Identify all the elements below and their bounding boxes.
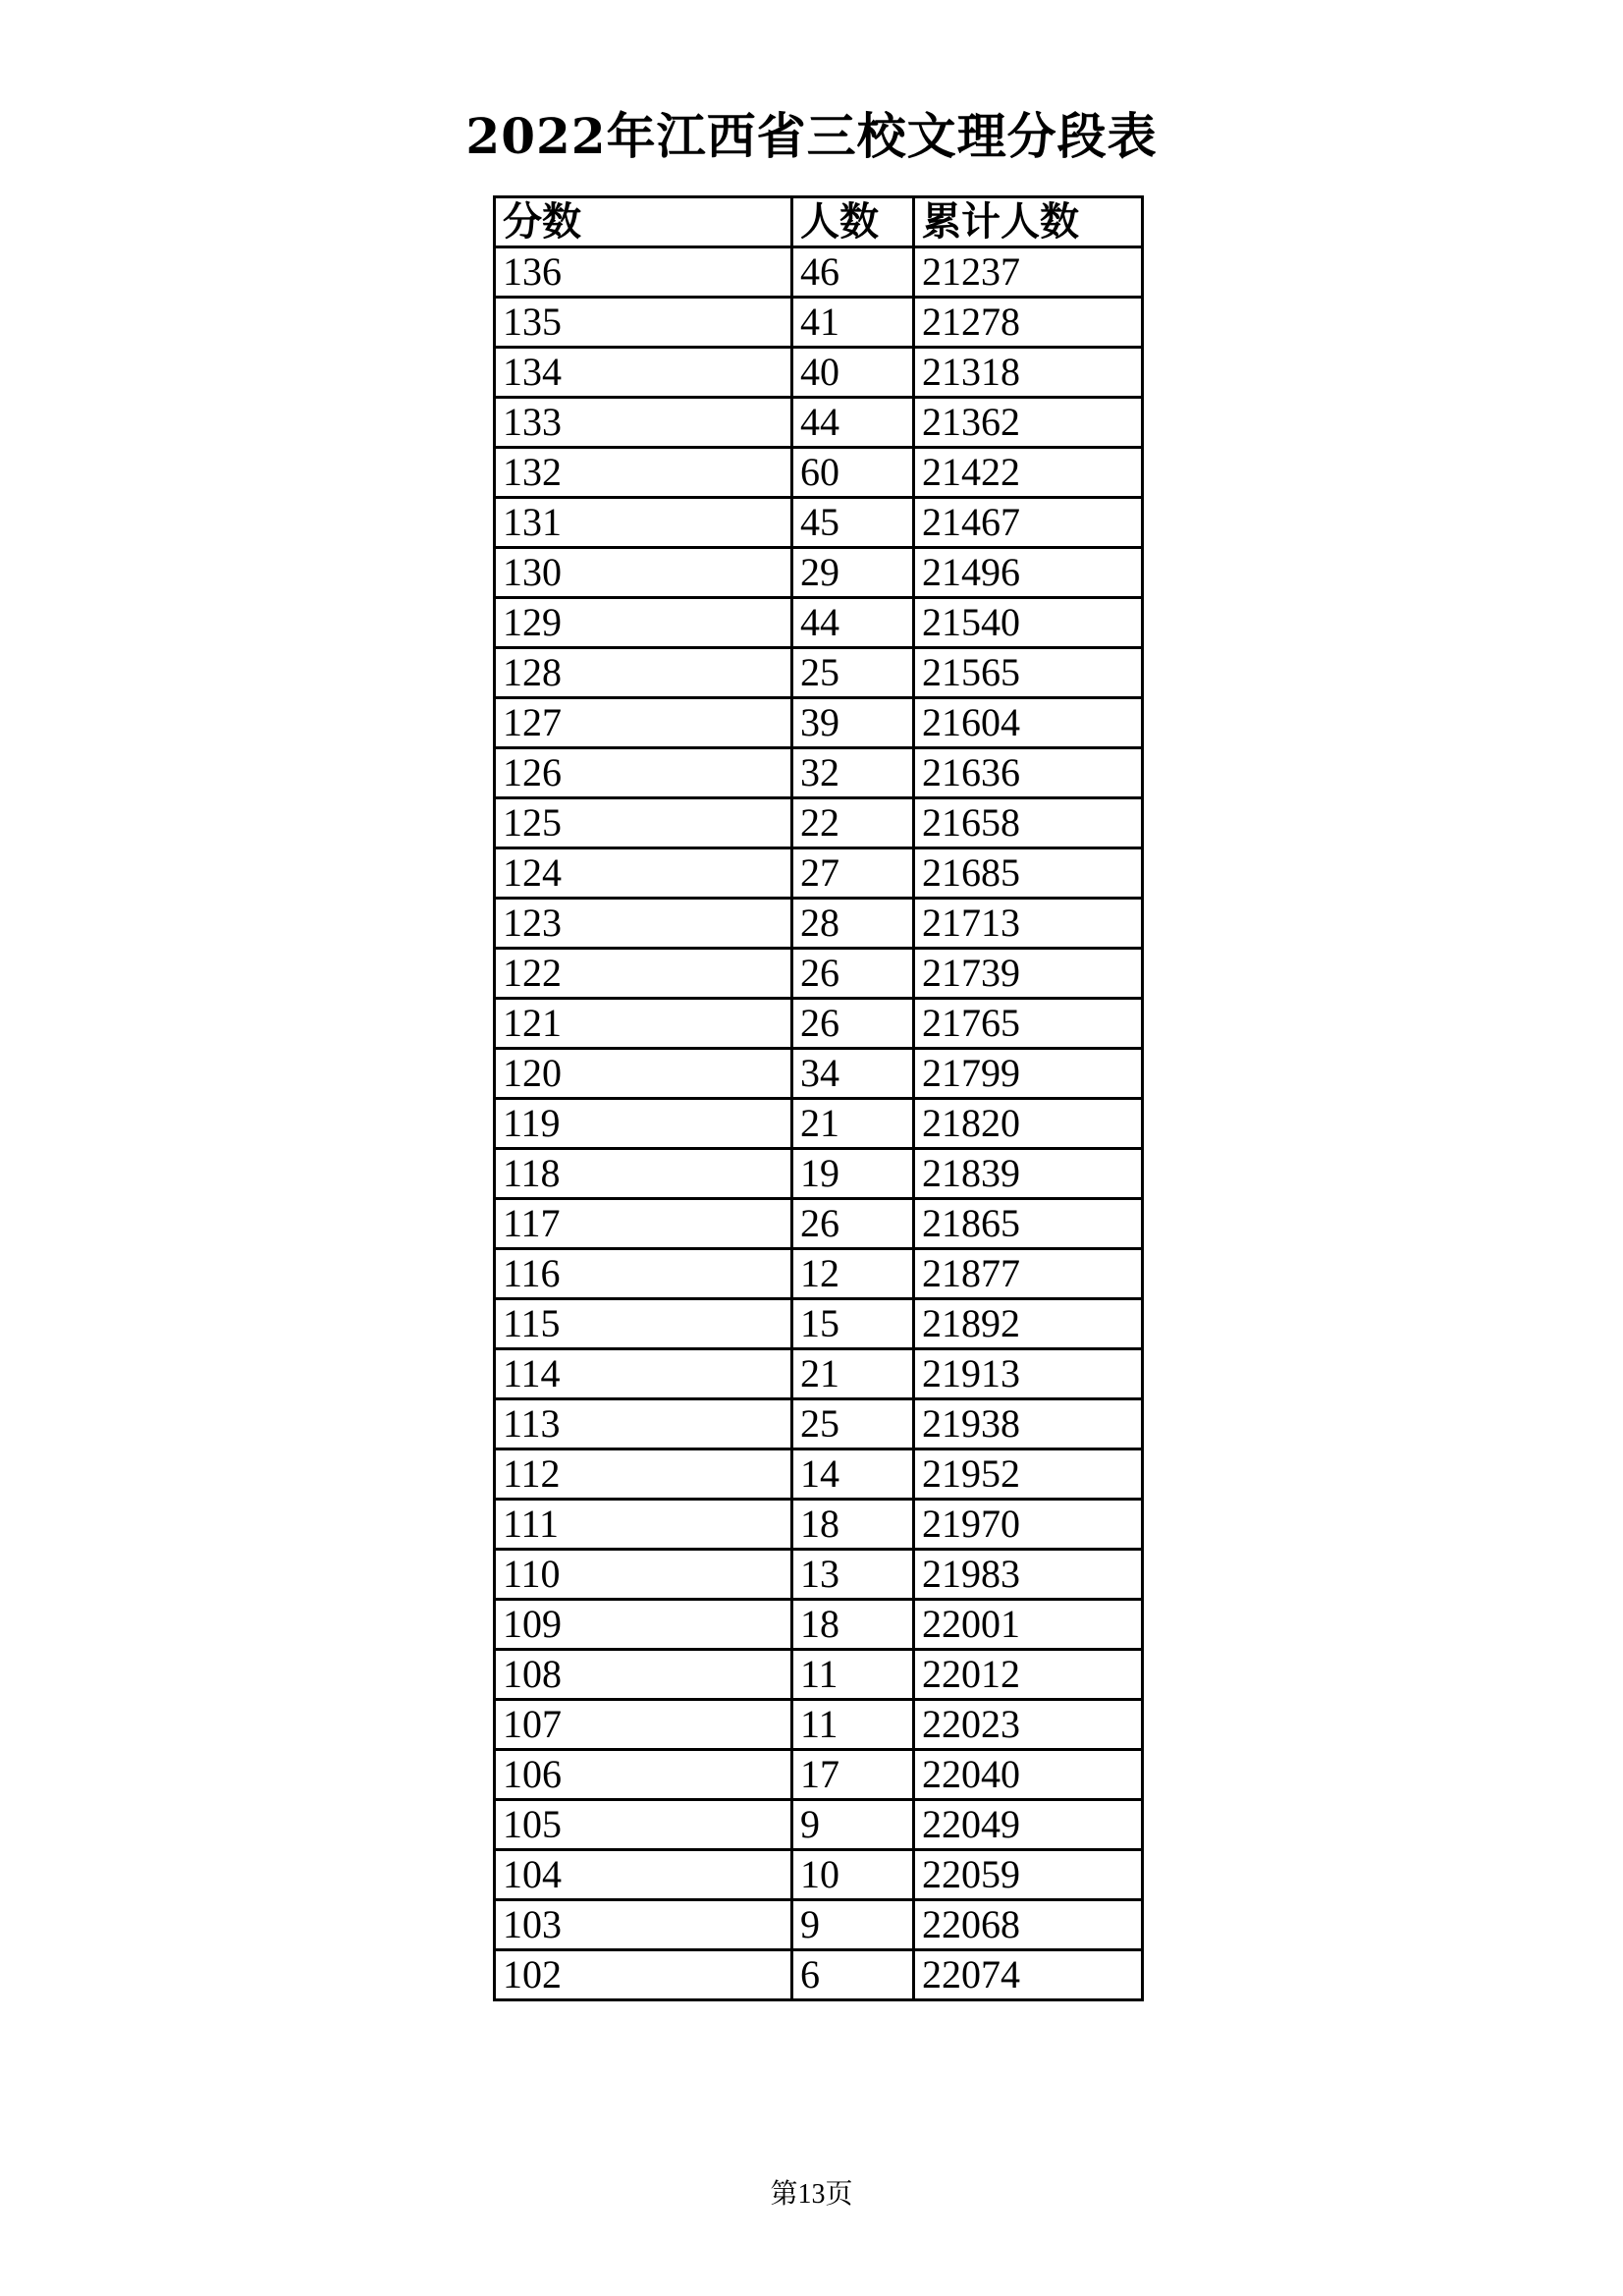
cell-count: 19 bbox=[792, 1149, 914, 1199]
cell-score: 105 bbox=[495, 1800, 792, 1850]
cell-score: 110 bbox=[495, 1550, 792, 1600]
table-row bbox=[495, 247, 1143, 298]
cell-score: 108 bbox=[495, 1650, 792, 1700]
cell-cumulative: 22040 bbox=[914, 1750, 1143, 1800]
cell-score: 107 bbox=[495, 1700, 792, 1750]
cell-score: 123 bbox=[495, 899, 792, 949]
cell-score: 131 bbox=[495, 498, 792, 548]
cell-cumulative: 21540 bbox=[914, 598, 1143, 648]
cell-cumulative: 21877 bbox=[914, 1249, 1143, 1299]
cell-cumulative: 21237 bbox=[914, 247, 1143, 298]
cell-cumulative: 21799 bbox=[914, 1049, 1143, 1099]
cell-score: 128 bbox=[495, 648, 792, 698]
cell-cumulative: 21604 bbox=[914, 698, 1143, 748]
cell-cumulative: 21865 bbox=[914, 1199, 1143, 1249]
cell-count: 11 bbox=[792, 1700, 914, 1750]
cell-cumulative: 21318 bbox=[914, 348, 1143, 398]
table-body bbox=[495, 247, 1143, 2000]
cell-cumulative: 21467 bbox=[914, 498, 1143, 548]
table-row bbox=[495, 1299, 1143, 1349]
cell-score: 125 bbox=[495, 798, 792, 848]
cell-count: 9 bbox=[792, 1900, 914, 1950]
cell-cumulative: 22049 bbox=[914, 1800, 1143, 1850]
cell-cumulative: 21765 bbox=[914, 999, 1143, 1049]
cell-cumulative: 21839 bbox=[914, 1149, 1143, 1199]
cell-count: 6 bbox=[792, 1950, 914, 2000]
cell-count: 32 bbox=[792, 748, 914, 798]
cell-score: 120 bbox=[495, 1049, 792, 1099]
table-row bbox=[495, 1650, 1143, 1700]
header-score: 分数 bbox=[495, 197, 792, 247]
cell-count: 25 bbox=[792, 648, 914, 698]
cell-count: 34 bbox=[792, 1049, 914, 1099]
cell-score: 130 bbox=[495, 548, 792, 598]
cell-cumulative: 22001 bbox=[914, 1600, 1143, 1650]
table-row bbox=[495, 448, 1143, 498]
cell-cumulative: 21422 bbox=[914, 448, 1143, 498]
table-row bbox=[495, 1500, 1143, 1550]
cell-cumulative: 21820 bbox=[914, 1099, 1143, 1149]
cell-score: 112 bbox=[495, 1449, 792, 1500]
cell-score: 113 bbox=[495, 1399, 792, 1449]
table-row bbox=[495, 1049, 1143, 1099]
table-row bbox=[495, 999, 1143, 1049]
table-row bbox=[495, 598, 1143, 648]
header-count: 人数 bbox=[792, 197, 914, 247]
cell-cumulative: 21565 bbox=[914, 648, 1143, 698]
cell-score: 135 bbox=[495, 298, 792, 348]
cell-count: 21 bbox=[792, 1349, 914, 1399]
cell-count: 18 bbox=[792, 1600, 914, 1650]
cell-score: 115 bbox=[495, 1299, 792, 1349]
cell-score: 116 bbox=[495, 1249, 792, 1299]
header-row bbox=[495, 197, 1143, 247]
cell-cumulative: 21658 bbox=[914, 798, 1143, 848]
cell-cumulative: 21983 bbox=[914, 1550, 1143, 1600]
table-row bbox=[495, 1149, 1143, 1199]
cell-score: 134 bbox=[495, 348, 792, 398]
cell-count: 44 bbox=[792, 398, 914, 448]
cell-score: 111 bbox=[495, 1500, 792, 1550]
table-row bbox=[495, 1399, 1143, 1449]
cell-count: 26 bbox=[792, 999, 914, 1049]
cell-cumulative: 21278 bbox=[914, 298, 1143, 348]
cell-count: 44 bbox=[792, 598, 914, 648]
cell-score: 129 bbox=[495, 598, 792, 648]
cell-count: 26 bbox=[792, 1199, 914, 1249]
cell-score: 121 bbox=[495, 999, 792, 1049]
cell-count: 45 bbox=[792, 498, 914, 548]
table-row bbox=[495, 1449, 1143, 1500]
cell-count: 13 bbox=[792, 1550, 914, 1600]
cell-cumulative: 21636 bbox=[914, 748, 1143, 798]
page-number: 第13页 bbox=[770, 2179, 853, 2210]
cell-score: 133 bbox=[495, 398, 792, 448]
cell-count: 18 bbox=[792, 1500, 914, 1550]
cell-score: 126 bbox=[495, 748, 792, 798]
cell-count: 17 bbox=[792, 1750, 914, 1800]
table-header bbox=[495, 197, 1143, 247]
table-row bbox=[495, 1600, 1143, 1650]
cell-count: 41 bbox=[792, 298, 914, 348]
cell-count: 21 bbox=[792, 1099, 914, 1149]
table-row bbox=[495, 498, 1143, 548]
table-row bbox=[495, 1249, 1143, 1299]
table-row bbox=[495, 1550, 1143, 1600]
cell-count: 10 bbox=[792, 1850, 914, 1900]
cell-count: 22 bbox=[792, 798, 914, 848]
cell-cumulative: 22012 bbox=[914, 1650, 1143, 1700]
table-row bbox=[495, 698, 1143, 748]
header-cumulative: 累计人数 bbox=[914, 197, 1143, 247]
cell-score: 132 bbox=[495, 448, 792, 498]
cell-count: 27 bbox=[792, 848, 914, 899]
cell-score: 109 bbox=[495, 1600, 792, 1650]
cell-cumulative: 21362 bbox=[914, 398, 1143, 448]
cell-count: 40 bbox=[792, 348, 914, 398]
cell-cumulative: 22023 bbox=[914, 1700, 1143, 1750]
cell-score: 102 bbox=[495, 1950, 792, 2000]
cell-count: 29 bbox=[792, 548, 914, 598]
page-title: 2022年江西省三校文理分段表 bbox=[465, 107, 1158, 165]
table-row bbox=[495, 1950, 1143, 2000]
cell-cumulative: 21970 bbox=[914, 1500, 1143, 1550]
cell-score: 114 bbox=[495, 1349, 792, 1399]
cell-count: 11 bbox=[792, 1650, 914, 1700]
cell-cumulative: 22068 bbox=[914, 1900, 1143, 1950]
cell-count: 25 bbox=[792, 1399, 914, 1449]
table-row bbox=[495, 1700, 1143, 1750]
cell-score: 136 bbox=[495, 247, 792, 298]
cell-cumulative: 21713 bbox=[914, 899, 1143, 949]
table-row bbox=[495, 899, 1143, 949]
cell-cumulative: 21496 bbox=[914, 548, 1143, 598]
table-row bbox=[495, 748, 1143, 798]
cell-cumulative: 21913 bbox=[914, 1349, 1143, 1399]
table-row bbox=[495, 949, 1143, 999]
cell-cumulative: 21685 bbox=[914, 848, 1143, 899]
table-row bbox=[495, 648, 1143, 698]
cell-count: 15 bbox=[792, 1299, 914, 1349]
table-row bbox=[495, 1349, 1143, 1399]
cell-count: 46 bbox=[792, 247, 914, 298]
cell-count: 9 bbox=[792, 1800, 914, 1850]
cell-count: 12 bbox=[792, 1249, 914, 1299]
table-row bbox=[495, 1800, 1143, 1850]
table-row bbox=[495, 548, 1143, 598]
cell-score: 118 bbox=[495, 1149, 792, 1199]
cell-count: 14 bbox=[792, 1449, 914, 1500]
cell-count: 60 bbox=[792, 448, 914, 498]
table-row bbox=[495, 798, 1143, 848]
cell-score: 106 bbox=[495, 1750, 792, 1800]
cell-score: 122 bbox=[495, 949, 792, 999]
table-row bbox=[495, 1199, 1143, 1249]
table-row bbox=[495, 1750, 1143, 1800]
cell-count: 28 bbox=[792, 899, 914, 949]
cell-cumulative: 21952 bbox=[914, 1449, 1143, 1500]
cell-cumulative: 21938 bbox=[914, 1399, 1143, 1449]
cell-cumulative: 21739 bbox=[914, 949, 1143, 999]
cell-score: 117 bbox=[495, 1199, 792, 1249]
cell-score: 119 bbox=[495, 1099, 792, 1149]
cell-cumulative: 21892 bbox=[914, 1299, 1143, 1349]
table-row bbox=[495, 348, 1143, 398]
cell-score: 103 bbox=[495, 1900, 792, 1950]
table-row bbox=[495, 1099, 1143, 1149]
table-row bbox=[495, 1900, 1143, 1950]
cell-count: 39 bbox=[792, 698, 914, 748]
cell-count: 26 bbox=[792, 949, 914, 999]
score-distribution-table bbox=[493, 195, 1144, 2001]
table-row bbox=[495, 398, 1143, 448]
cell-cumulative: 22074 bbox=[914, 1950, 1143, 2000]
cell-cumulative: 22059 bbox=[914, 1850, 1143, 1900]
cell-score: 124 bbox=[495, 848, 792, 899]
table-row bbox=[495, 1850, 1143, 1900]
cell-score: 104 bbox=[495, 1850, 792, 1900]
table-row bbox=[495, 848, 1143, 899]
cell-score: 127 bbox=[495, 698, 792, 748]
table-row bbox=[495, 298, 1143, 348]
